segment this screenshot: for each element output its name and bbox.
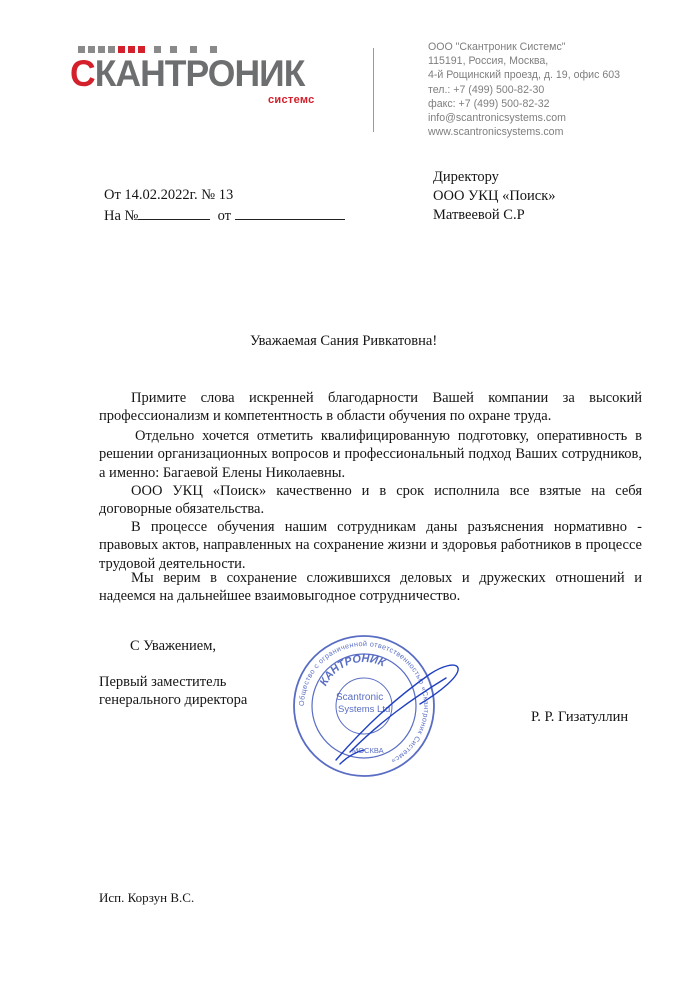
company-address-1: 115191, Россия, Москва, <box>428 55 549 68</box>
handwritten-signature <box>330 652 470 772</box>
stamp-inner-2: Systems Ltd <box>338 704 391 715</box>
header-divider <box>373 48 374 132</box>
stamp-top-word: КАНТРОНИК <box>317 652 387 688</box>
company-email: info@scantronicsystems.com <box>428 112 566 125</box>
company-fax: факс: +7 (499) 500-82-32 <box>428 97 550 110</box>
company-contacts <box>428 40 688 139</box>
company-phone: тел.: +7 (499) 500-82-30 <box>428 83 545 96</box>
recipient-title: Директору <box>433 169 499 185</box>
company-name: ООО "Скантроник Системс" <box>428 41 566 53</box>
stamp-inner-1: Scantronic <box>336 692 384 703</box>
signer-name: Р. Р. Гизатуллин <box>531 709 629 725</box>
stamp-outer-text: Общество с ограниченной ответственностью «Скантроник Системс» <box>296 638 432 766</box>
closing-regards: С Уважением, <box>130 638 217 654</box>
body-paragraph: Примите слова искренней благодарности Вашей компании за высокий профессионализм и компетентность в области обучения по охране труда. <box>99 390 642 425</box>
company-website: www.scantronicsystems.com <box>428 126 564 139</box>
signer-position-1: Первый заместитель <box>99 674 227 690</box>
logo-subtitle: системс <box>268 94 315 106</box>
recipient-company: ООО УКЦ «Поиск» <box>433 188 556 204</box>
signer-position-2: генерального директора <box>99 692 248 708</box>
stamp-city: МОСКВА <box>352 746 384 755</box>
logo-wordmark: СКАНТРОНИК <box>70 53 305 94</box>
body-paragraph: В процессе обучения нашим сотрудникам даны разъяснения нормативно - правовых актов, направленных на сохранение жизни и здоровья работников в процессе трудовой деятельности. <box>99 519 642 572</box>
salutation: Уважаемая Сания Ривкатовна! <box>250 333 438 349</box>
recipient-name: Матвеевой С.Р <box>433 207 525 223</box>
incoming-reference: На № от <box>104 205 345 225</box>
outgoing-number: От 14.02.2022г. № 13 <box>104 187 234 203</box>
executor-note: Исп. Корзун В.С. <box>99 890 195 905</box>
body-paragraph: Мы верим в сохранение сложившихся деловых и дружеских отношений и надеемся на дальнейшее взаимовыгодное сотрудничество. <box>99 570 642 605</box>
company-logo <box>68 43 330 113</box>
company-address-2: 4-й Рощинский проезд, д. 19, офис 603 <box>428 69 621 82</box>
body-paragraph: ООО УКЦ «Поиск» качественно и в срок исполнила все взятые на себя договорные обязательства. <box>99 483 642 518</box>
body-paragraph: Отдельно хочется отметить квалифицированную подготовку, оперативность в решении организационных вопросов и профессиональный подход Ваших сотрудников, а именно: Багаевой Елены Николаевны. <box>99 428 642 481</box>
